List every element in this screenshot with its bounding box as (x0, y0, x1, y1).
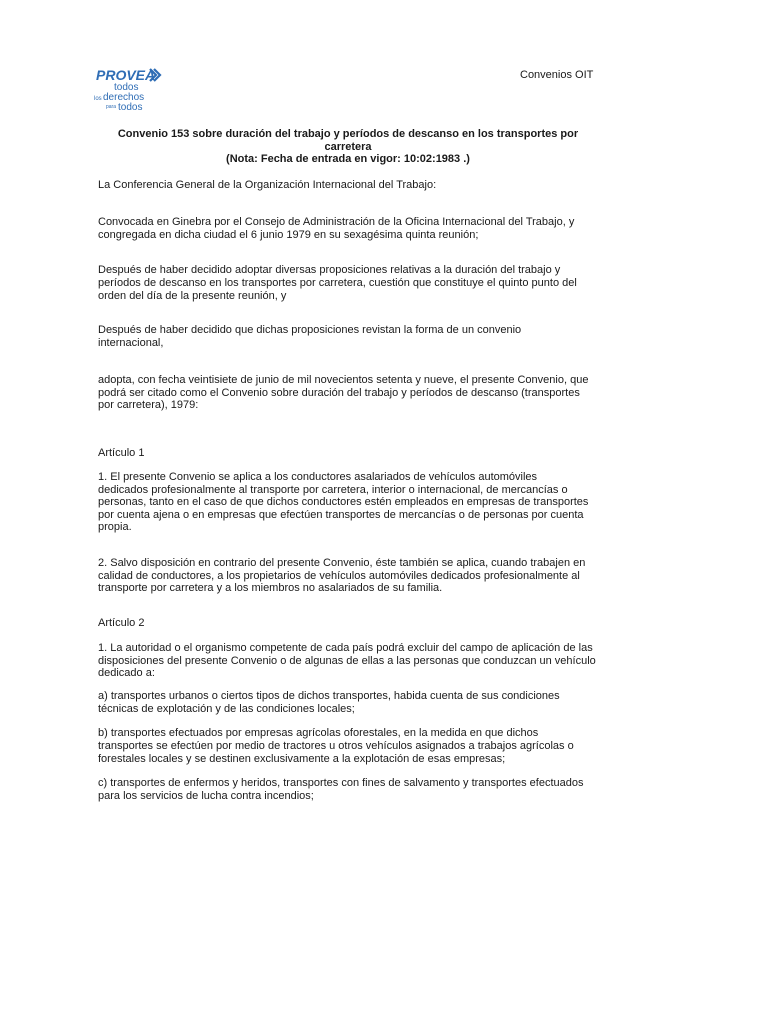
paragraph-despues-2: Después de haber decidido que dichas proposiciones revistan la forma de un convenio internacional, (98, 324, 522, 349)
svg-text:derechos: derechos (103, 92, 145, 103)
document-title (96, 128, 600, 166)
svg-text:para: para (106, 104, 117, 110)
article-1-paragraph-1: 1. El presente Convenio se aplica a los conductores asalariados de vehículos automóviles dedicados profesionalmente al transporte por carretera, interior o internacional, de mercancías o personas, tanto en el caso de que dichos conductores estén empleados en empresas de transportes por cuenta ajena o en empresas que efectúen transportes de mercancías o de personas por cuenta propia. (98, 471, 589, 533)
article-1-paragraph-2: 2. Salvo disposición en contrario del presente Convenio, éste también se aplica, cuando trabajen en calidad de conductores, a los propietarios de vehículos automóviles dedicados profesionalmente al transporte por carretera y a los miembros no asalariados de su familia. (98, 557, 586, 594)
article-1-heading: Artículo 1 (98, 447, 145, 459)
svg-text:todos: todos (118, 102, 143, 113)
paragraph-despues-1: Después de haber decidido adoptar diversas proposiciones relativas a la duración del trabajo y períodos de descanso en los transportes por carretera, cuestión que constituye el quinto punto del orden del día de la presente reunión, y (98, 264, 577, 302)
title-line-2: carretera (324, 140, 372, 153)
paragraph-convocada: Convocada en Ginebra por el Consejo de Administración de la Oficina Internacional del Trabajo, y congregada en dicha ciudad el 6 junio 1979 en su sexagésima quinta reunión; (98, 216, 575, 241)
provea-logo (94, 66, 164, 114)
article-2-item-c: c) transportes de enfermos y heridos, transportes con fines de salvamento y transportes efectuados para los servicios de lucha contra incendios; (98, 777, 584, 802)
header-label: Convenios OIT (520, 69, 594, 81)
article-2-item-b: b) transportes efectuados por empresas agrícolas oforestales, en la medida en que dichos transportes se efectúen por medio de tractores u otros vehículos asignados a trabajos agrícolas o forestales locales y se destinen exclusivamente a la explotación de esas empresas; (98, 727, 574, 765)
title-line-1: Convenio 153 sobre duración del trabajo y períodos de descanso en los transportes por (117, 128, 579, 140)
article-2-paragraph-1: 1. La autoridad o el organismo competente de cada país podrá excluir del campo de aplicación de las disposiciones del presente Convenio o de algunas de ellas a las personas que conduzcan un vehículo dedicado a: (98, 642, 596, 679)
svg-text:todos: todos (114, 82, 139, 93)
paragraph-adopta: adopta, con fecha veintisiete de junio de mil novecientos setenta y nueve, el presente Convenio, que podrá ser citado como el Convenio sobre duración del trabajo y períodos de descanso (transportes por carretera), 1979: (98, 374, 589, 411)
svg-text:PROVEA: PROVEA (96, 67, 156, 83)
title-line-3: (Nota: Fecha de entrada en vigor: 10:02:1983 .) (226, 153, 470, 165)
article-2-heading: Artículo 2 (98, 617, 145, 629)
svg-text:los: los (94, 96, 102, 102)
article-2-item-a: a) transportes urbanos o ciertos tipos de dichos transportes, habida cuenta de sus condiciones técnicas de explotación y de las condiciones locales; (98, 690, 560, 715)
paragraph-intro: La Conferencia General de la Organización Internacional del Trabajo: (98, 179, 437, 191)
